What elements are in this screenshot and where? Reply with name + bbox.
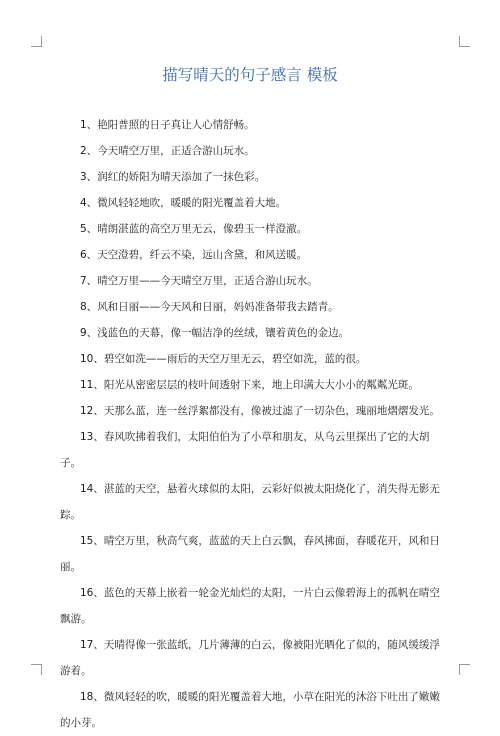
list-item [60,268,445,294]
list-item [60,580,445,632]
list-item [60,216,445,242]
item-text: 微风轻轻的吹，暖暖的阳光覆盖着大地，小草在阳光的沐浴下吐出了嫩嫩的小芽。 [60,691,440,729]
item-text: 湛蓝的天空，悬着火球似的太阳，云彩好似被太阳烧化了，消失得无影无踪。 [60,483,440,521]
crop-mark-top-right [459,36,470,47]
item-text: 天晴得像一张蓝纸，几片薄薄的白云，像被阳光晒化了似的，随风缓缓浮游着。 [60,639,440,677]
list-item [60,632,445,684]
crop-mark-bottom-right [459,664,470,675]
document-body [60,112,445,736]
item-number: 13、 [80,431,104,443]
list-item [60,112,445,138]
list-item [60,476,445,528]
item-text: 蓝色的天幕上嵌着一轮金光灿烂的太阳，一片白云像碧海上的孤帆在晴空飘游。 [60,587,440,625]
item-number: 5、 [80,223,98,235]
list-item [60,138,445,164]
item-text: 微风轻轻地吹，暖暖的阳光覆盖着大地。 [97,197,287,209]
item-text: 晴朗湛蓝的高空万里无云，像碧玉一样澄澈。 [97,223,308,235]
item-number: 15、 [80,535,104,547]
list-item [60,242,445,268]
item-number: 10、 [80,353,104,365]
item-number: 8、 [80,301,98,313]
list-item [60,398,445,424]
item-number: 7、 [80,275,98,287]
item-text: 春风吹拂着我们，太阳伯伯为了小草和朋友，从乌云里探出了它的大胡子。 [60,431,430,469]
item-text: 晴空万里，秋高气爽，蓝蓝的天上白云飘，春风拂面，春暖花开，风和日丽。 [60,535,440,573]
list-item [60,320,445,346]
item-number: 6、 [80,249,98,261]
item-number: 1、 [80,119,98,131]
item-text: 艳阳普照的日子真让人心情舒畅。 [97,119,255,131]
crop-mark-bottom-left [31,664,42,675]
item-text: 天空澄碧，纤云不染，远山含黛，和风送暖。 [97,249,308,261]
list-item [60,294,445,320]
item-text: 阳光从密密层层的枝叶间透射下来，地上印满大大小小的粼粼光斑。 [103,379,419,391]
crop-mark-top-left [31,36,42,47]
item-text: 今天晴空万里，正适合游山玩水。 [97,145,255,157]
list-item [60,190,445,216]
item-number: 17、 [80,639,104,651]
document-title: 描写晴天的句子感言 模板 [162,66,338,84]
item-text: 晴空万里——今天晴空万里，正适合游山玩水。 [97,275,318,287]
item-text: 润红的娇阳为晴天添加了一抹色彩。 [97,171,266,183]
item-number: 9、 [80,327,98,339]
item-number: 3、 [80,171,98,183]
item-number: 2、 [80,145,98,157]
item-number: 16、 [80,587,104,599]
item-number: 12、 [80,405,104,417]
item-text: 碧空如洗——雨后的天空万里无云，碧空如洗，蓝的很。 [103,353,367,365]
list-item [60,346,445,372]
list-item [60,372,445,398]
item-number: 4、 [80,197,98,209]
list-item [60,684,445,736]
item-text: 天那么蓝，连一丝浮絮都没有，像被过滤了一切杂色，瑰丽地熠熠发光。 [103,405,440,417]
list-item [60,528,445,580]
item-number: 14、 [80,483,104,495]
item-number: 18、 [80,691,104,703]
item-number: 11、 [80,379,104,391]
list-item [60,164,445,190]
item-text: 浅蓝色的天幕，像一幅洁净的丝绒，镶着黄色的金边。 [97,327,350,339]
list-item [60,424,445,476]
item-text: 风和日丽——今天风和日丽，妈妈准备带我去踏青。 [97,301,339,313]
